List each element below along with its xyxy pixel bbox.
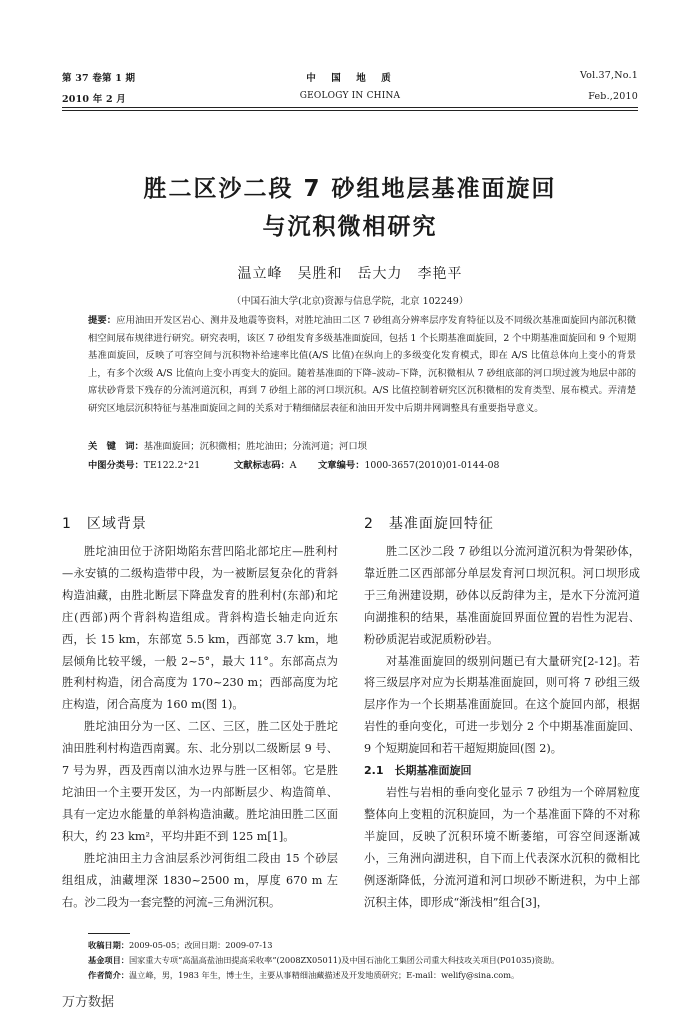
header-rule-secondary	[62, 110, 638, 111]
section-1-heading: 1 区域背景	[62, 516, 147, 532]
article-number	[318, 457, 499, 471]
footnote-rule	[88, 933, 130, 934]
keywords	[88, 438, 367, 452]
article-number-label: 文章编号：	[318, 460, 365, 471]
section-1-paragraph: 胜坨油田位于济阳坳陷东营凹陷北部坨庄—胜利村—永安镇的二级构造带中段，为一被断层复杂化的背斜构造油藏，由胜北断层下降盘发育的胜利村(东部)和坨庄(西部)两个背斜构造组成。背斜构造长轴走向近东西，长 15 km，东部宽 5.5 km，西部宽 3.7 km，地层倾角比较平缓，一般 2~5°，最大 11°。东部高点为胜利村构造，闭合高度为 170~230 m；西部高度为坨庄构造，闭合高度为 160 m(图 1)。	[62, 545, 338, 712]
received-text: 2009-05-05；改回日期：2009-07-13	[128, 940, 273, 950]
author-list: 温立峰 吴胜和 岳大力 李艳平	[237, 266, 463, 282]
volume-issue-cn: 第 37 卷第 1 期	[62, 73, 136, 84]
section-2-heading: 2 基准面旋回特征	[364, 516, 494, 532]
keywords-label: 关 键 词：	[88, 441, 144, 452]
date-cn: 2010 年 2 月	[62, 94, 126, 105]
received-label: 收稿日期：	[88, 940, 129, 950]
wanfang-watermark: 万方数据	[62, 995, 115, 1010]
right-column	[364, 541, 640, 913]
document-code-value: A	[289, 460, 297, 471]
section-1-paragraph: 胜坨油田主力含油层系沙河街组二段由 15 个砂层组组成，油藏埋深 1830~2500 m，厚度 670 m 左右。沙二段为一套完整的河流–三角洲沉积。	[62, 851, 338, 909]
left-column	[62, 541, 338, 913]
section-2-paragraph: 胜二区沙二段 7 砂组以分流河道沉积为骨架砂体，靠近胜二区西部部分单层发育河口坝沉积。河口坝形成于三角洲建设期，砂体以反韵律为主，是水下分流河道向湖推积的结果，基准面旋回界面位置的岩性为泥岩、粉砂质泥岩或泥质粉砂岩。	[364, 545, 640, 646]
footnote-author-bio	[88, 970, 638, 981]
section-2-1-paragraph: 岩性与岩相的垂向变化显示 7 砂组为一个碎屑粒度整体向上变粗的沉积旋回，为一个基准面下降的不对称半旋回，反映了沉积环境不断萎缩，可容空间逐渐减小，三角洲向湖进积，自下而上代表深水沉积的微相比例逐渐降低，分流河道和河口坝砂不断进积，为中上部沉积主体，即形成“渐浅相”组合[3]，	[364, 785, 640, 909]
clc-number	[88, 457, 200, 471]
abstract-text: 应用油田开发区岩心、测井及地震等资料，对胜坨油田二区 7 砂组高分辨率层序发育特征以及不同级次基准面旋回内部沉积微相空间展布规律进行研究。研究表明，该区 7 砂组发育多级基准面旋回，包括 1 个长期基准面旋回，2 个中期基准面旋回和 9 个短期基准面旋回，反映了可容空间与沉积物补给速率比值(A/S 比值)在纵向上的多级变化发育模式，即在 A/S 比值总体向上变小的背景上，有多个次级 A/S 比值向上变小再变大的旋回。随着基准面的下降–波动–下降，沉积微相从 7 砂组底部的河口坝过渡为地层中部的席状砂背景下残存的分流河道沉积，再到 7 砂组上部的河口坝沉积。A/S 比值控制着研究区沉积微相的发育类型、展布模式。弄清楚研究区地层沉积特征与基准面旋回之间的关系对于精细储层表征和油田开发中后期井网调整具有重要指导意义。	[88, 315, 636, 414]
article-number-value: 1000-3657(2010)01-0144-08	[364, 460, 500, 471]
keywords-text: 基准面旋回；沉积微相；胜坨油田；分流河道；河口坝	[143, 441, 367, 452]
clc-value: TE122.2⁺21	[143, 460, 201, 471]
affiliation: （中国石油大学(北京)资源与信息学院，北京 102249）	[231, 296, 469, 307]
footnote-received	[88, 940, 638, 951]
article-title-line-1: 胜二区沙二段 7 砂组地层基准面旋回	[143, 176, 557, 202]
author-bio-label: 作者简介：	[88, 970, 129, 980]
footnote-funding	[88, 955, 638, 966]
document-code-label: 文献标志码：	[234, 460, 290, 471]
volume-issue-en: Vol.37,No.1	[579, 70, 638, 81]
article-title-line-2: 与沉积微相研究	[262, 214, 438, 240]
document-code	[234, 457, 297, 471]
funding-text: 国家重大专项“高温高盐油田提高采收率”(2008ZX05011)及中国石油化工集团公司重大科技攻关项目(P01035)资助。	[128, 955, 560, 965]
journal-name-cn: 中 国 地 质	[306, 73, 394, 84]
date-en: Feb.,2010	[588, 91, 638, 102]
subsection-2-1-heading: 2.1 长期基准面旋回	[364, 764, 472, 778]
clc-label: 中图分类号：	[88, 460, 144, 471]
header-rule	[62, 107, 638, 108]
journal-name-en: GEOLOGY IN CHINA	[299, 91, 401, 101]
section-1-paragraph: 胜坨油田分为一区、二区、三区，胜二区处于胜坨油田胜利村构造西南翼。东、北分别以二级断层 9 号、7 号为界，西及西南以油水边界与胜一区相邻。它是胜坨油田一个主要开发区，为一内部断层少、构造简单、具有一定边水能量的单斜构造油藏。胜坨油田胜二区面积大，约 23 km²，平均井距不到 125 m[1]。	[62, 720, 338, 843]
abstract-label: 提要：	[88, 315, 117, 326]
funding-label: 基金项目：	[88, 955, 129, 965]
section-2-paragraph: 对基准面旋回的级别问题已有大量研究[2-12]。若将三级层序对应为长期基准面旋回，则可将 7 砂组三级层序作为一个长期基准面旋回。在这个旋回内部，根据岩性的垂向变化，可进一步划分 2 个中期基准面旋回、9 个短期旋回和若干超短期旋回(图 2)。	[364, 654, 640, 756]
abstract	[88, 312, 636, 418]
author-bio-text: 温立峰，男，1983 年生，博士生，主要从事精细油藏描述及开发地质研究；E-mail：welify@sina.com。	[128, 970, 520, 980]
